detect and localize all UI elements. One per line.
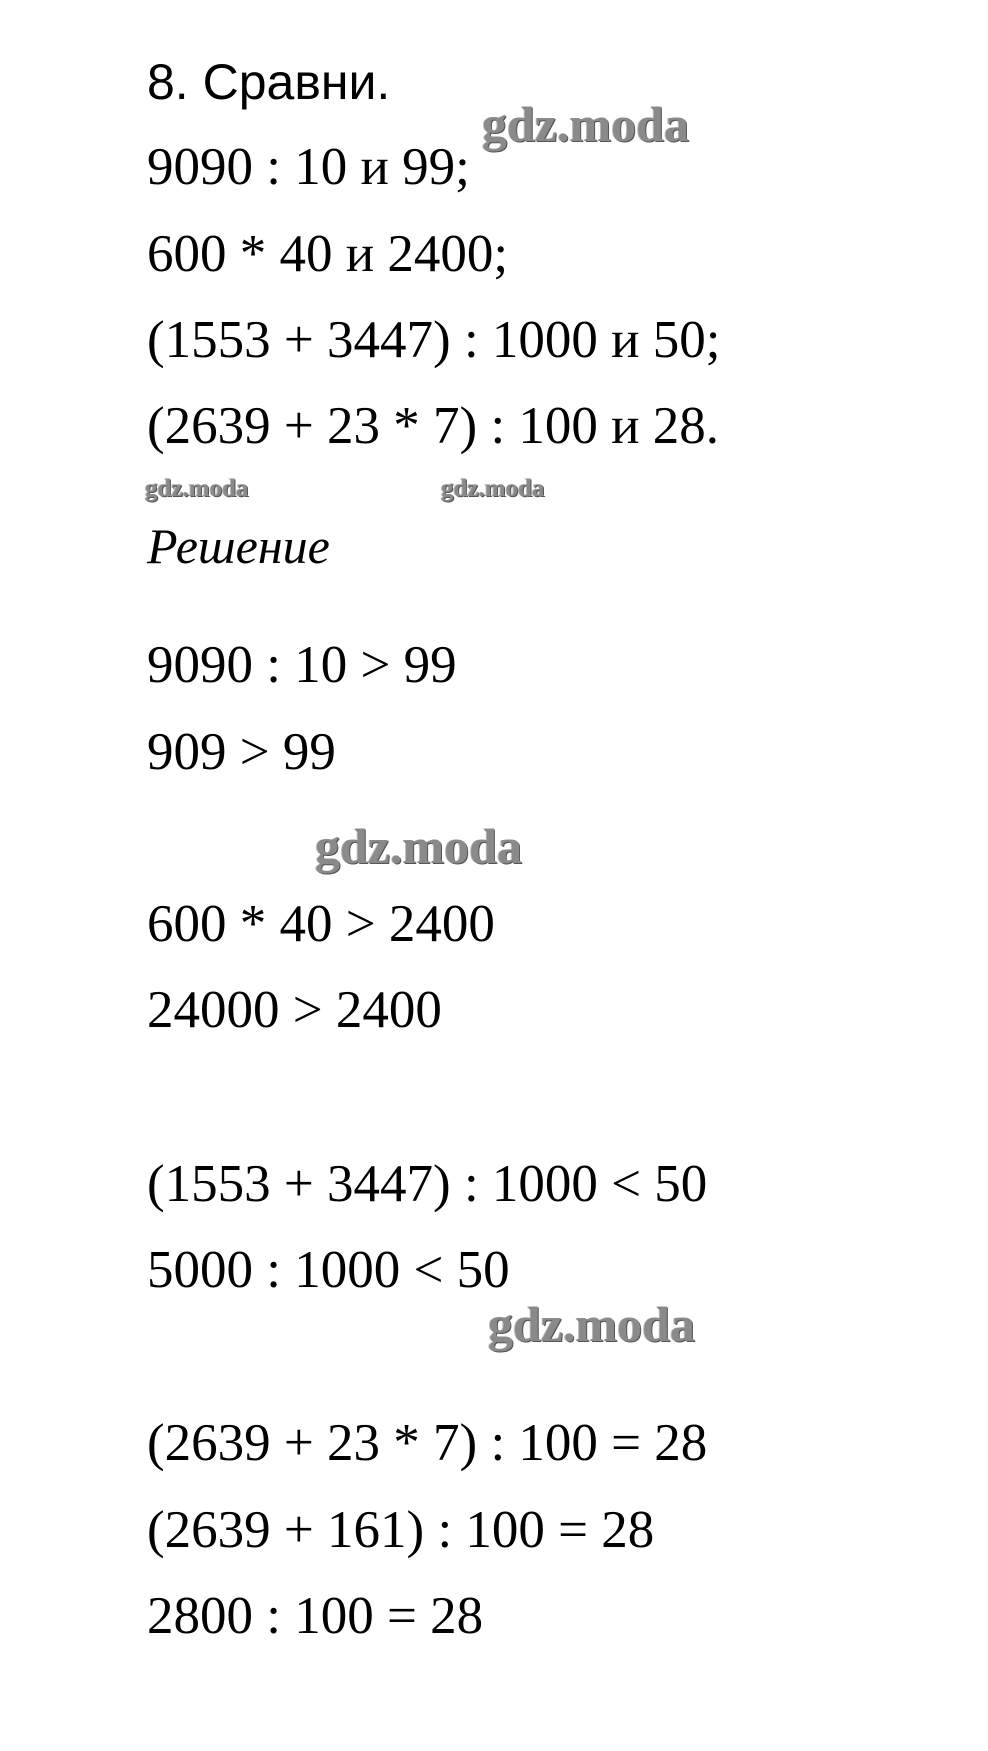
watermark-logo: gdz.moda bbox=[488, 1296, 695, 1352]
solution-line-9: 2800 : 100 = 28 bbox=[147, 1587, 484, 1645]
solution-line-6: 5000 : 1000 < 50 bbox=[147, 1241, 510, 1299]
solution-line-7: (2639 + 23 * 7) : 100 = 28 bbox=[147, 1414, 708, 1472]
watermark-logo: gdz.moda bbox=[145, 475, 249, 502]
task-line-1: 9090 : 10 и 99; bbox=[147, 138, 470, 196]
solution-line-5: (1553 + 3447) : 1000 < 50 bbox=[147, 1155, 708, 1213]
task-line-3: (1553 + 3447) : 1000 и 50; bbox=[147, 311, 721, 369]
solution-line-3: 600 * 40 > 2400 bbox=[147, 895, 495, 953]
task-line-2: 600 * 40 и 2400; bbox=[147, 225, 509, 283]
solution-line-4: 24000 > 2400 bbox=[147, 981, 442, 1039]
watermark-logo: gdz.moda bbox=[482, 96, 689, 152]
watermark-logo: gdz.moda bbox=[441, 475, 545, 502]
solution-line-2: 909 > 99 bbox=[147, 723, 336, 781]
watermark-logo: gdz.moda bbox=[315, 818, 522, 874]
solution-heading: Решение bbox=[147, 518, 330, 574]
task-title: 8. Сравни. bbox=[147, 54, 391, 110]
task-line-4: (2639 + 23 * 7) : 100 и 28. bbox=[147, 397, 720, 455]
solution-line-1: 9090 : 10 > 99 bbox=[147, 636, 457, 694]
solution-line-8: (2639 + 161) : 100 = 28 bbox=[147, 1501, 655, 1559]
